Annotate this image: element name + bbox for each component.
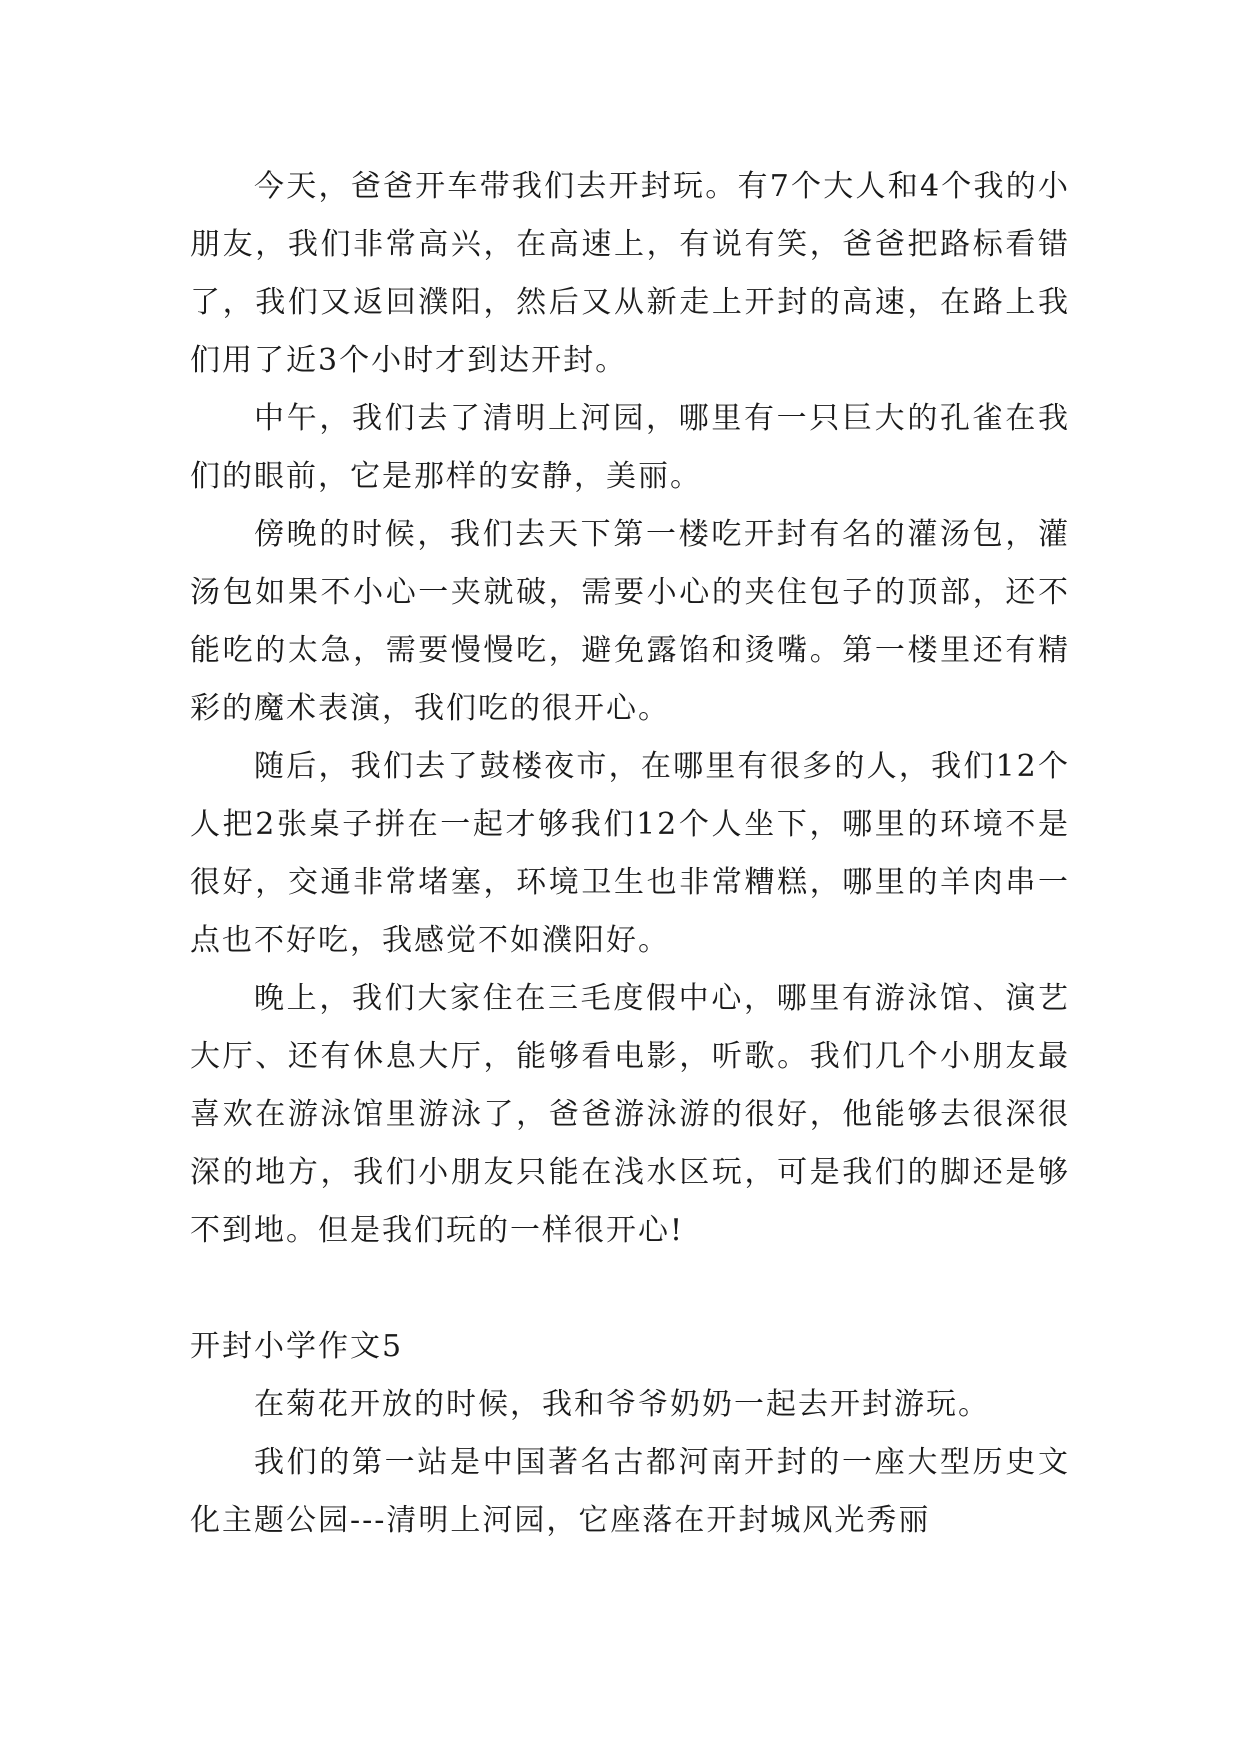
paragraph: 今天，爸爸开车带我们去开封玩。有7个大人和4个我的小朋友，我们非常高兴，在高速上，有说有笑，爸爸把路标看错了，我们又返回濮阳，然后又从新走上开封的高速，在路上我们用了近3个小时才到达开封。 bbox=[190, 169, 1070, 378]
paragraph: 中午，我们去了清明上河园，哪里有一只巨大的孔雀在我们的眼前，它是那样的安静，美丽。 bbox=[190, 401, 1070, 494]
paragraph: 晚上，我们大家住在三毛度假中心，哪里有游泳馆、演艺大厅、还有休息大厅，能够看电影，听歌。我们几个小朋友最喜欢在游泳馆里游泳了，爸爸游泳游的很好，他能够去很深很深的地方，我们小朋友只能在浅水区玩，可是我们的脚还是够不到地。但是我们玩的一样很开心! bbox=[190, 981, 1070, 1248]
section-title: 开封小学作文5 bbox=[190, 1329, 404, 1364]
paragraph: 在菊花开放的时候，我和爷爷奶奶一起去开封游玩。 bbox=[254, 1387, 990, 1422]
paragraph: 我们的第一站是中国著名古都河南开封的一座大型历史文化主题公园---清明上河园，它座落在开封城风光秀丽 bbox=[190, 1445, 1070, 1538]
document-body bbox=[190, 158, 1070, 1550]
paragraph: 傍晚的时候，我们去天下第一楼吃开封有名的灌汤包，灌汤包如果不小心一夹就破，需要小心的夹住包子的顶部，还不能吃的太急，需要慢慢吃，避免露馅和烫嘴。第一楼里还有精彩的魔术表演，我们吃的很开心。 bbox=[190, 517, 1070, 726]
paragraph: 随后，我们去了鼓楼夜市，在哪里有很多的人，我们12个人把2张桌子拼在一起才够我们12个人坐下，哪里的环境不是很好，交通非常堵塞，环境卫生也非常糟糕，哪里的羊肉串一点也不好吃，我感觉不如濮阳好。 bbox=[190, 749, 1070, 958]
